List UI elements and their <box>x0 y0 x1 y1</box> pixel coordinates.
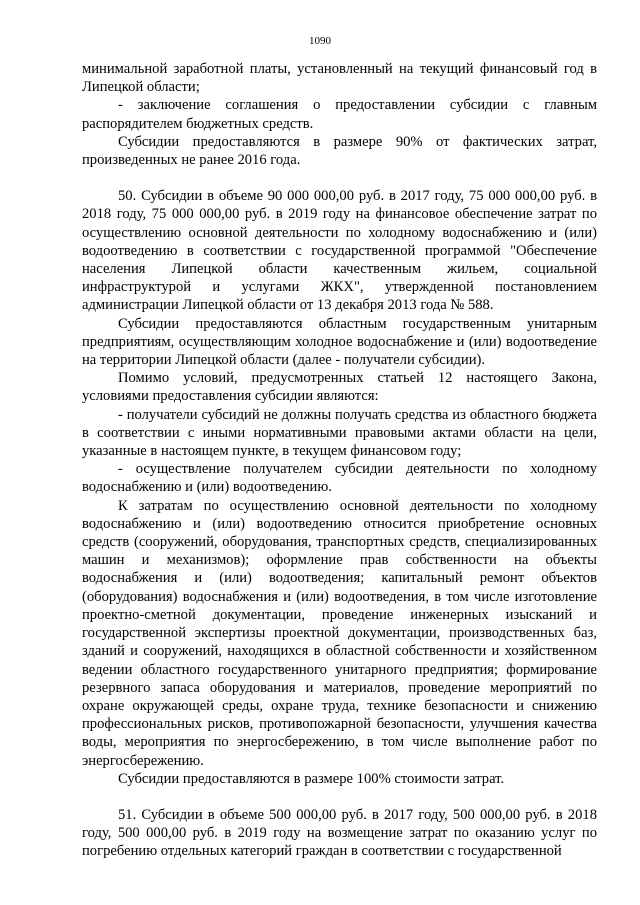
page-number: 1090 <box>309 35 331 47</box>
document-body <box>82 60 597 861</box>
paragraph: Субсидии предоставляются в размере 90% от фактических затрат, произведенных не ранее 2016 года. <box>82 133 597 169</box>
paragraph: - получатели субсидий не должны получать средства из областного бюджета в соответствии с иными нормативными правовыми актами области на цели, указанные в настоящем пункте, в текущем финансовом году; <box>82 406 597 460</box>
paragraph: - осуществление получателем субсидии деятельности по холодному водоснабжению и (или) водоотведению. <box>82 461 597 496</box>
paragraph: Субсидии предоставляются в размере 100% стоимости затрат. <box>118 770 505 787</box>
paragraph: К затратам по осуществлению основной деятельности по холодному водоснабжению и (или) водоотведению относится приобретение основных средств (сооружений, оборудования, транспортных средств, специализированных машин и механизмов); оформление прав собственности на объекты водоснабжения и (или) водоотведения; капитальный ремонт объектов (оборудования) водоснабжения и (или) водоотведения, в том числе изготовление проектно-сметной документации, проведение инженерных изысканий и государственной экспертизы проектной документации, производственных баз, зданий и сооружений, находящихся в областной собственности и хозяйственном ведении областного государственного унитарного предприятия; формирование резервного запаса оборудования и материалов, проведение мероприятий по охране окружающей среды, охране труда, технике безопасности и снижению профессиональных рисков, противопожарной безопасности, улучшения качества воды, мероприятия по энергосбережению, в том числе выполнение работ по энергосбережению. <box>82 497 597 769</box>
paragraph: Субсидии предоставляются областным государственным унитарным предприятиям, осуществляющим холодное водоснабжение и (или) водоотведение на территории Липецкой области (далее - получатели субсидии). <box>82 315 597 369</box>
paragraph: 50. Субсидии в объеме 90 000 000,00 руб. в 2017 году, 75 000 000,00 руб. в 2018 году, 75 000 000,00 руб. в 2019 году на финансовое обеспечение затрат по осуществлению основной деятельности по холодному водоснабжению и (или) водоотведению в соответствии с государственной программой "Обеспечение населения Липецкой области качественным жильем, социальной инфраструктурой и услугами ЖКХ", утвержденной постановлением администрации Липецкой области от 13 декабря 2013 года № 588. <box>82 188 597 314</box>
paragraph: 51. Субсидии в объеме 500 000,00 руб. в 2017 году, 500 000,00 руб. в 2018 году, 500 000,00 руб. в 2019 году на возмещение затрат по оказанию услуг по погребению отдельных категорий граждан в соответствии с государственной <box>82 806 597 860</box>
paragraph: - заключение соглашения о предоставлении субсидии с главным распорядителем бюджетных средств. <box>82 97 597 132</box>
paragraph: Помимо условий, предусмотренных статьей 12 настоящего Закона, условиями предоставления субсидии являются: <box>82 370 597 405</box>
paragraph: минимальной заработной платы, установленный на текущий финансовый год в Липецкой области; <box>82 61 597 96</box>
